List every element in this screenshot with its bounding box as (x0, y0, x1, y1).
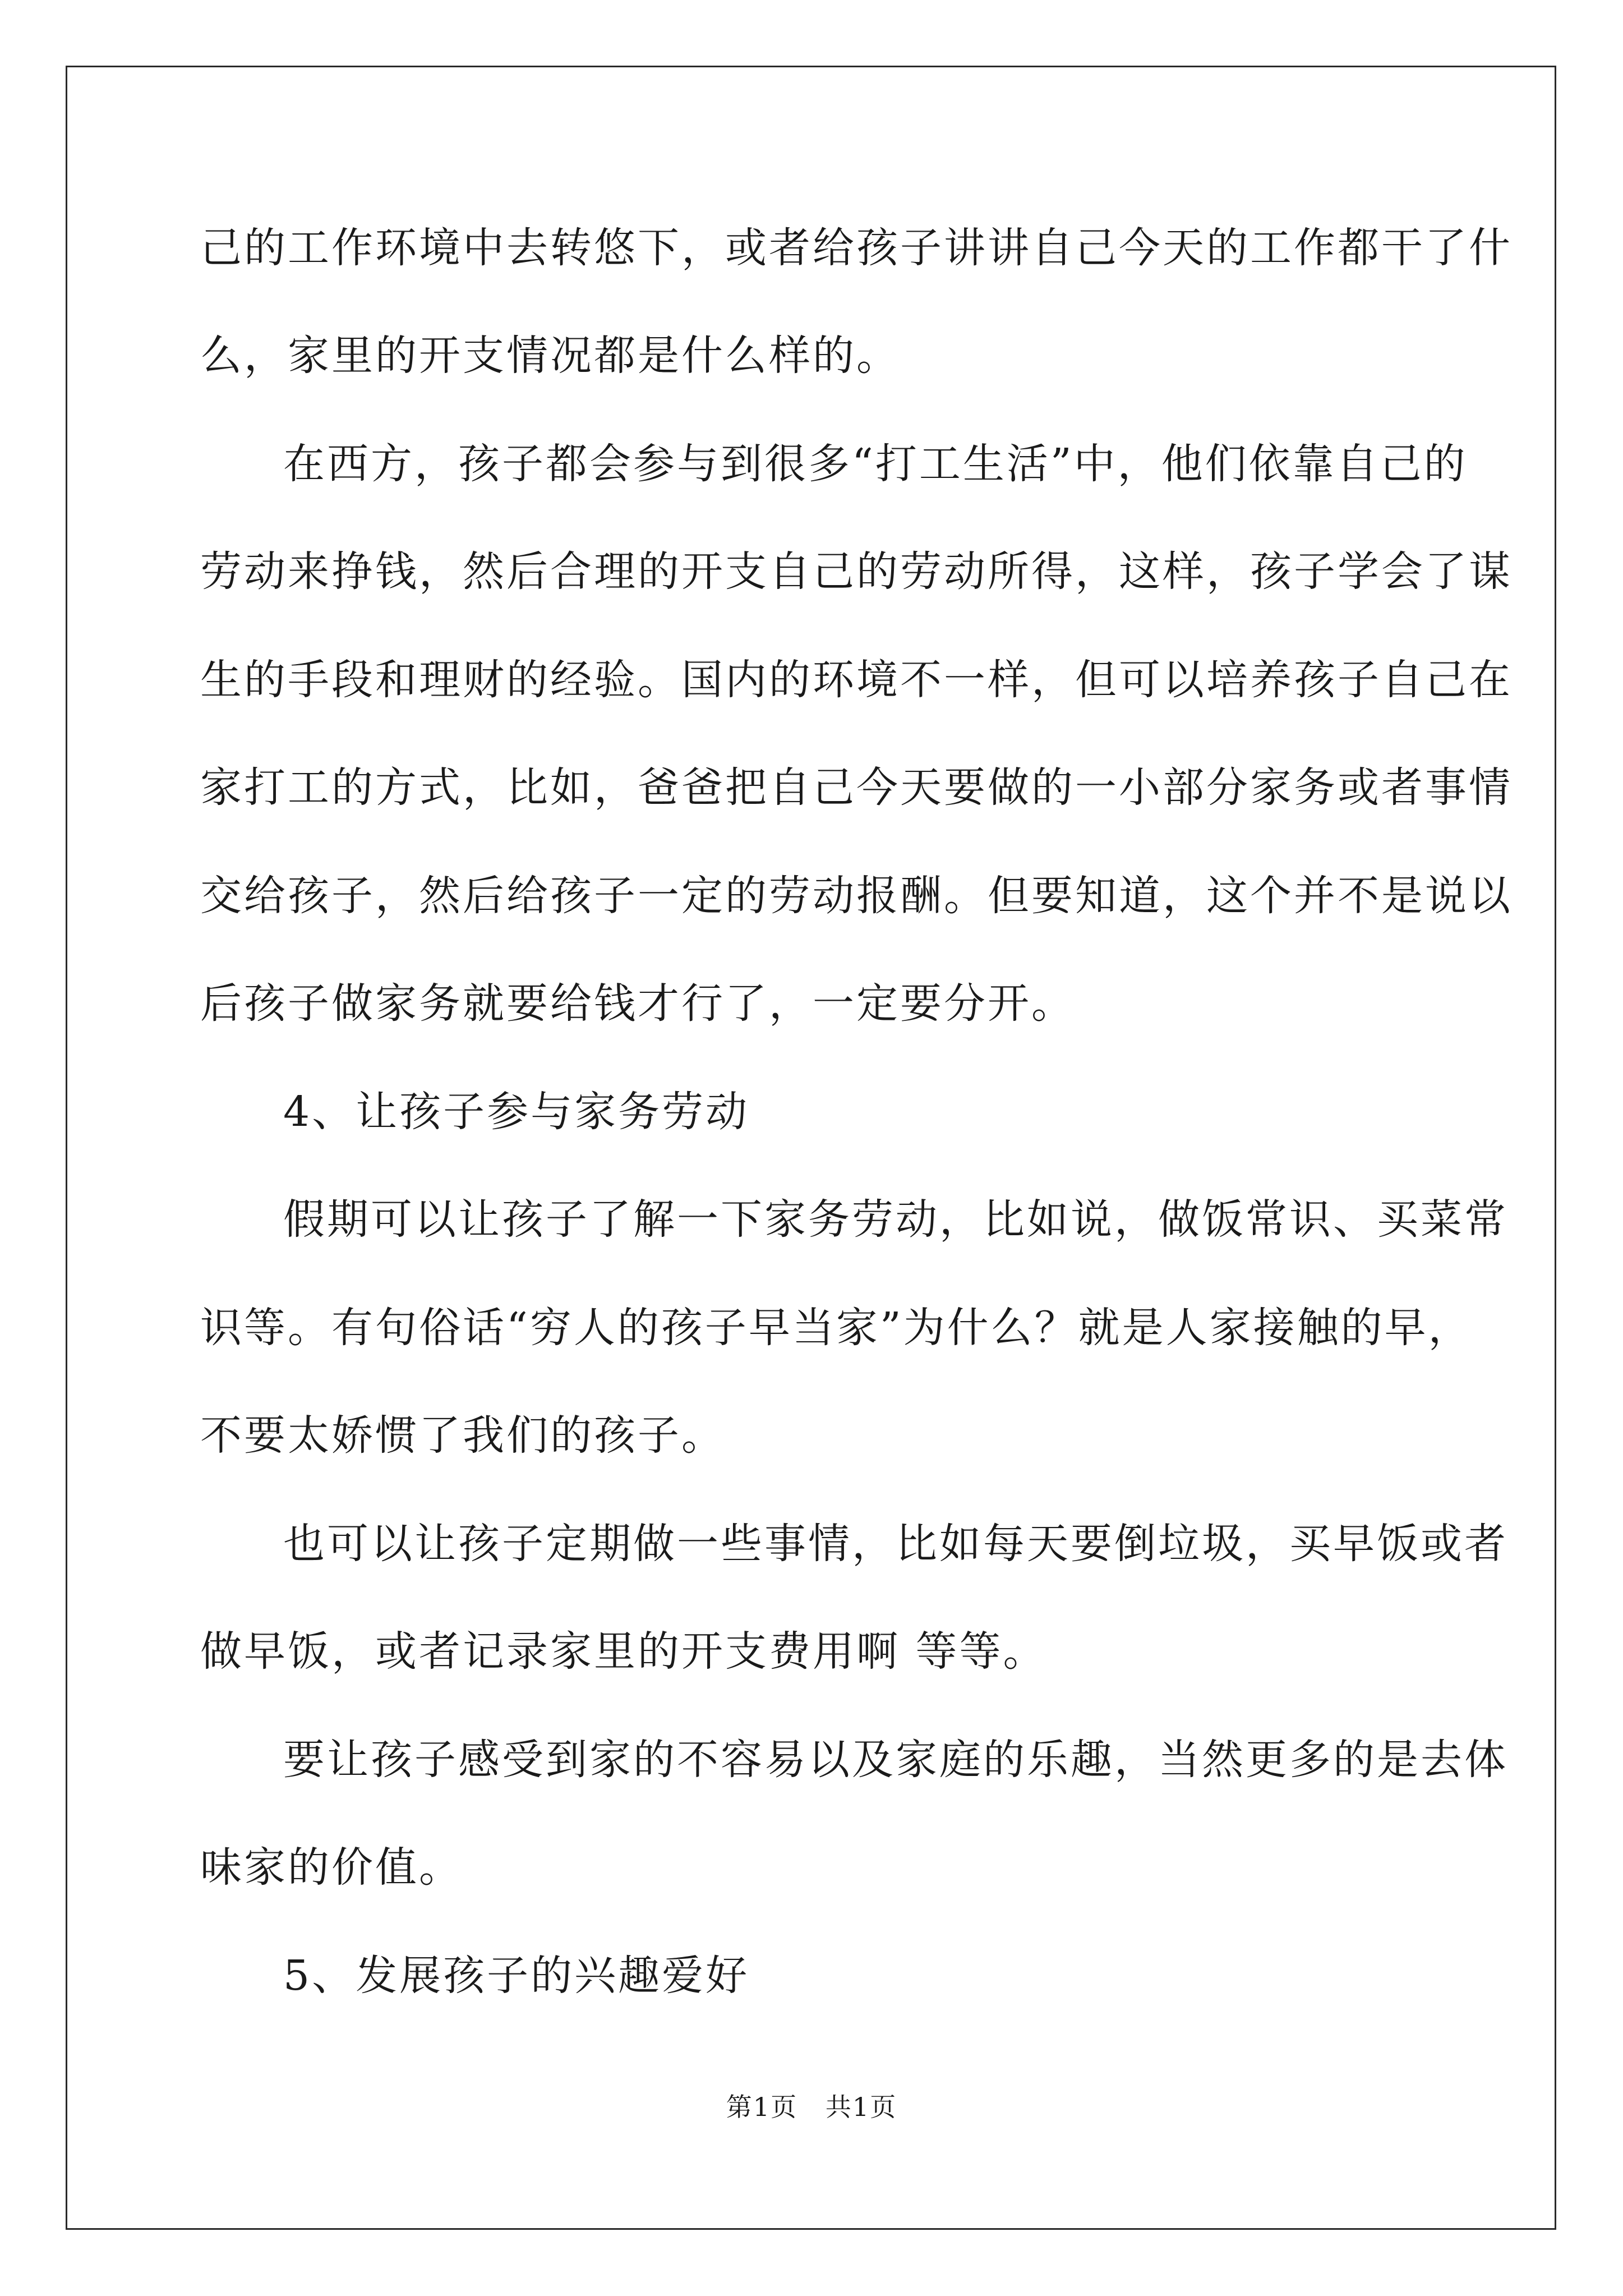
text-line: 劳动来挣钱，然后合理的开支自己的劳动所得，这样，孩子学会了谋 (200, 547, 1513, 596)
text-line: 后孩子做家务就要给钱才行了，一定要分开。 (200, 979, 1075, 1028)
text-line: 生的手段和理财的经验。国内的环境不一样，但可以培养孩子自己在 (200, 656, 1513, 704)
paragraph-start-line: 要让孩子感受到家的不容易以及家庭的乐趣，当然更多的是去体 (283, 1736, 1508, 1784)
text-line: 己的工作环境中去转悠下，或者给孩子讲讲自己今天的工作都干了什 (200, 224, 1513, 272)
text-line: 不要太娇惯了我们的孩子。 (200, 1411, 725, 1460)
text-line: 交给孩子，然后给孩子一定的劳动报酬。但要知道，这个并不是说以 (200, 872, 1513, 920)
page-border (66, 66, 1556, 2230)
page-number-footer: 第1页 共1页 (726, 2092, 897, 2122)
text-line: 么，家里的开支情况都是什么样的。 (200, 332, 900, 380)
text-line: 味家的价值。 (200, 1843, 463, 1892)
text-line: 家打工的方式，比如，爸爸把自己今天要做的一小部分家务或者事情 (200, 763, 1513, 812)
paragraph-start-line: 也可以让孩子定期做一些事情，比如每天要倒垃圾，买早饭或者 (283, 1520, 1508, 1568)
paragraph-start-line: 在西方，孩子都会参与到很多“打工生活”中，他们依靠自己的 (283, 440, 1468, 488)
section-heading: 5、发展孩子的兴趣爱好 (283, 1952, 750, 2000)
text-line: 做早饭，或者记录家里的开支费用啊 等等。 (200, 1627, 1047, 1676)
section-heading: 4、让孩子参与家务劳动 (283, 1088, 750, 1136)
paragraph-start-line: 假期可以让孩子了解一下家务劳动，比如说，做饭常识、买菜常 (283, 1195, 1508, 1244)
text-line: 识等。有句俗话“穷人的孩子早当家”为什么？就是人家接触的早， (200, 1304, 1472, 1352)
